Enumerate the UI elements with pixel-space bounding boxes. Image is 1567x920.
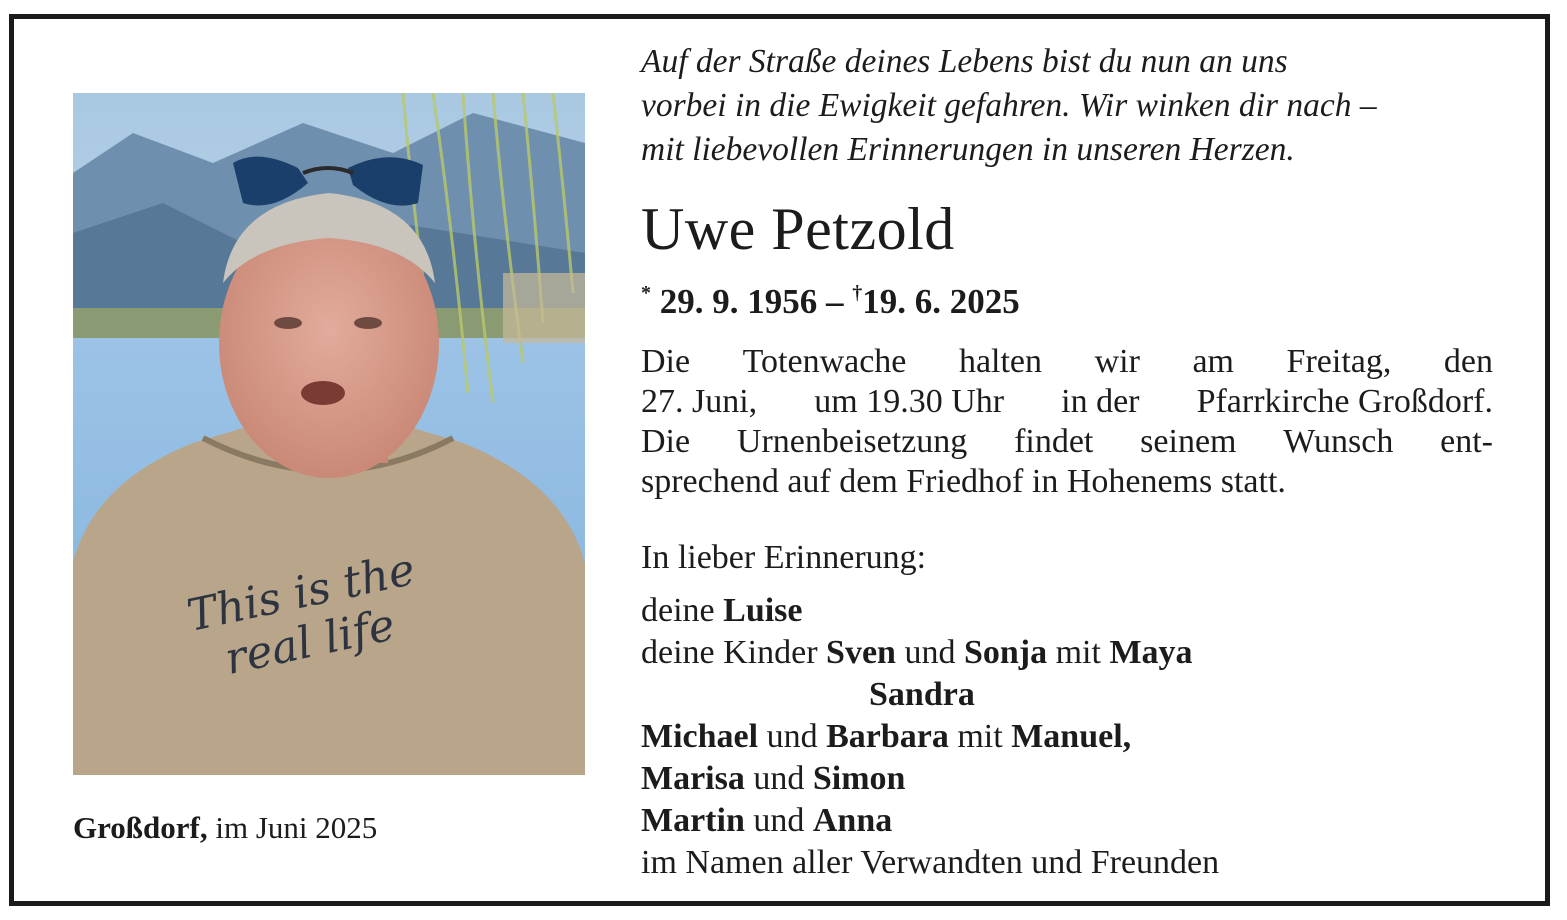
wake-line-1 bbox=[641, 342, 1493, 382]
connector-text: und bbox=[744, 802, 813, 839]
mourner-name: Anna bbox=[812, 802, 893, 839]
caption-date: im Juni 2025 bbox=[207, 810, 378, 845]
mourner-name: Sven bbox=[826, 634, 896, 671]
word: 27. Juni, bbox=[641, 383, 758, 420]
mourner-row bbox=[641, 716, 1219, 758]
word: Die bbox=[641, 343, 691, 380]
caption-place: Großdorf, bbox=[73, 810, 208, 845]
mourner-name: Martin bbox=[641, 802, 745, 839]
wake-announcement bbox=[641, 342, 1493, 502]
birth-date: 29. 9. 1956 – bbox=[659, 282, 844, 321]
connector-text: mit bbox=[948, 718, 1012, 755]
word: Freitag, bbox=[1286, 343, 1392, 380]
connector-text: und bbox=[758, 718, 827, 755]
word: um 19.30 Uhr bbox=[814, 383, 1005, 420]
verse-line: vorbei in die Ewigkeit gefahren. Wir winken dir nach – bbox=[641, 87, 1377, 124]
wake-line-4: sprechend auf dem Friedhof in Hohenems statt. bbox=[641, 463, 1286, 500]
word: seinem bbox=[1140, 423, 1237, 460]
word: den bbox=[1443, 343, 1493, 380]
connector-text: deine Kinder bbox=[641, 634, 827, 671]
connector-text: und bbox=[744, 760, 813, 797]
mourner-name: Simon bbox=[812, 760, 906, 797]
deceased-name: Uwe Petzold bbox=[641, 196, 955, 262]
mourner-name: Barbara bbox=[826, 718, 949, 755]
mourner-name: Michael bbox=[641, 718, 759, 755]
mourner-name: Manuel, bbox=[1011, 718, 1132, 755]
verse-line: Auf der Straße deines Lebens bist du nun an uns bbox=[641, 43, 1288, 80]
death-date: 19. 6. 2025 bbox=[862, 282, 1020, 321]
portrait-photo bbox=[73, 93, 585, 775]
word: Urnenbeisetzung bbox=[736, 423, 968, 460]
life-dates bbox=[641, 272, 1020, 323]
mourner-row bbox=[641, 758, 1219, 800]
mourner-name: Luise bbox=[723, 592, 803, 629]
birth-symbol: * bbox=[641, 282, 651, 304]
word: Die bbox=[641, 423, 691, 460]
word: Pfarrkirche Großdorf. bbox=[1196, 383, 1493, 420]
connector-text: deine bbox=[641, 592, 724, 629]
mourner-row bbox=[641, 590, 1219, 632]
word: Wunsch bbox=[1283, 423, 1394, 460]
word: wir bbox=[1094, 343, 1140, 380]
verse-line: mit liebevollen Erinnerungen in unseren Herzen. bbox=[641, 131, 1295, 168]
mourner-name: Maya bbox=[1109, 634, 1193, 671]
mourner-name: Sandra bbox=[869, 676, 975, 713]
mourner-row: im Namen aller Verwandten und Freunden bbox=[641, 844, 1220, 881]
mourner-row bbox=[641, 632, 1219, 674]
portrait-image bbox=[73, 93, 585, 775]
word: Totenwache bbox=[742, 343, 907, 380]
memorial-verse bbox=[641, 40, 1521, 172]
mourner-name: Marisa bbox=[641, 760, 745, 797]
place-date-caption bbox=[73, 810, 377, 846]
death-symbol: † bbox=[852, 282, 863, 304]
mourner-row bbox=[641, 800, 1219, 842]
word: in der bbox=[1061, 383, 1140, 420]
connector-text: mit bbox=[1047, 634, 1110, 671]
mourner-name: Sonja bbox=[963, 634, 1048, 671]
wake-line-3 bbox=[641, 422, 1493, 462]
connector-text: und bbox=[895, 634, 964, 671]
word: findet bbox=[1014, 423, 1094, 460]
wake-line-2 bbox=[641, 382, 1493, 422]
shirt-print-text: This is the real life bbox=[182, 543, 420, 691]
mourners-list bbox=[641, 590, 1219, 884]
word: ent- bbox=[1440, 423, 1493, 460]
mourner-row bbox=[641, 674, 1219, 716]
memory-intro: In lieber Erinnerung: bbox=[641, 539, 927, 576]
word: halten bbox=[958, 343, 1043, 380]
word: am bbox=[1192, 343, 1234, 380]
